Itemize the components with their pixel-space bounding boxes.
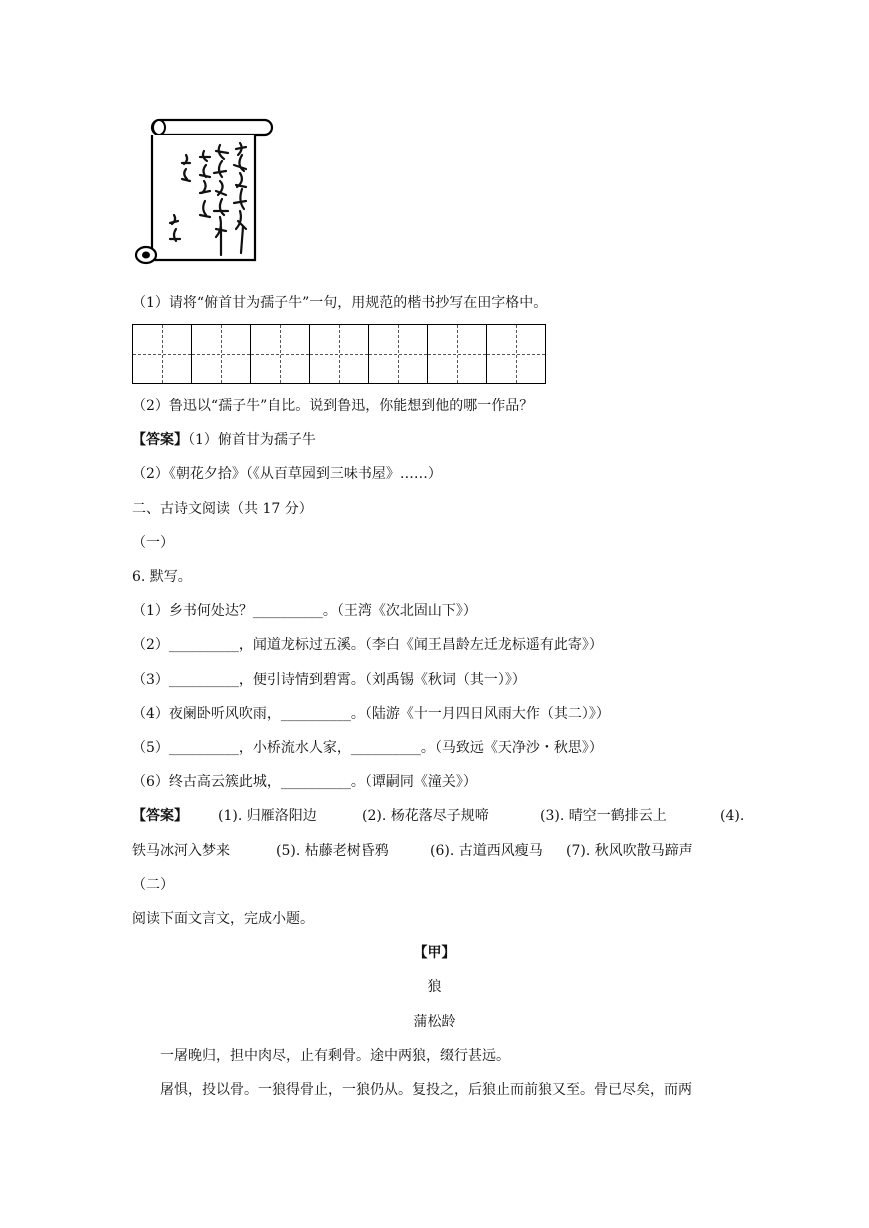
question-1-text: （1）请将“俯首甘为孺子牛”一句，用规范的楷书抄写在田字格中。 xyxy=(132,295,548,311)
calligraphy-scroll-image xyxy=(130,115,280,270)
answer-1-line xyxy=(132,431,316,449)
answer-2-text: （2）《朝花夕拾》（《从百草园到三味书屋》……） xyxy=(132,466,442,482)
answer-6-item: (2). 杨花落尽子规啼 xyxy=(362,808,489,824)
grid-cell[interactable] xyxy=(191,324,251,384)
grid-cell[interactable] xyxy=(132,324,192,384)
section-2-title: 二、古诗文阅读（共 17 分） xyxy=(132,501,313,517)
grid-cell[interactable] xyxy=(368,324,428,384)
grid-cell[interactable] xyxy=(486,324,546,384)
passage-author: 蒲松龄 xyxy=(413,1014,456,1030)
answer-label: 【答案】 xyxy=(132,432,188,448)
question-2-text: （2）鲁迅以“孺子牛”自比。说到鲁迅，你能想到他的哪一作品？ xyxy=(132,398,534,414)
answer-6-item: 铁马冰河入梦来 xyxy=(132,843,230,859)
passage-title: 狼 xyxy=(427,979,442,995)
answer-6-item: (4). xyxy=(720,808,745,824)
grid-cell[interactable] xyxy=(427,324,487,384)
answer-6-item: (3). 晴空一鹤排云上 xyxy=(540,808,667,824)
passage-paragraph: 一屠晚归，担中肉尽，止有剩骨。途中两狼，缀行甚远。 xyxy=(160,1048,510,1064)
grid-cell[interactable] xyxy=(309,324,369,384)
dictation-item: （6）终古高云簇此城，__________。（谭嗣同《潼关》） xyxy=(132,774,477,790)
answer-6-item: (1). 归雁洛阳边 xyxy=(218,808,317,824)
grid-cell[interactable] xyxy=(250,324,310,384)
answer-6-item: (7). 秋风吹散马蹄声 xyxy=(566,843,693,859)
dictation-item: （1）乡书何处达？__________。（王湾《次北固山下》） xyxy=(132,603,477,619)
dictation-item: （3）__________，便引诗情到碧霄。（刘禹锡《秋词（其一）》） xyxy=(132,672,526,688)
answer-1-text: （1）俯首甘为孺子牛 xyxy=(188,432,316,448)
answer-6-item: (5). 枯藤老树昏鸦 xyxy=(276,843,389,859)
dictation-item: （4）夜阑卧听风吹雨，__________。（陆游《十一月四日风雨大作（其二）》） xyxy=(132,706,610,722)
passage-paragraph: 屠惧，投以骨。一狼得骨止，一狼仍从。复投之，后狼止而前狼又至。骨已尽矣，而两 xyxy=(160,1082,692,1098)
answer-label: 【答案】 xyxy=(132,808,188,824)
answer-6-item: (6). 古道西风瘦马 xyxy=(430,843,543,859)
part-1-label: （一） xyxy=(132,535,174,551)
passage-jia-label: 【甲】 xyxy=(413,945,456,961)
question-6-title: 6. 默写。 xyxy=(132,569,192,585)
dictation-item: （2）__________，闻道龙标过五溪。（李白《闻王昌龄左迁龙标遥有此寄》） xyxy=(132,637,603,653)
dictation-item: （5）__________，小桥流水人家，__________。（马致远《天净沙・秋思》） xyxy=(132,740,603,756)
reading-instruction: 阅读下面文言文，完成小题。 xyxy=(132,911,314,927)
part-2-label: （二） xyxy=(132,877,174,893)
